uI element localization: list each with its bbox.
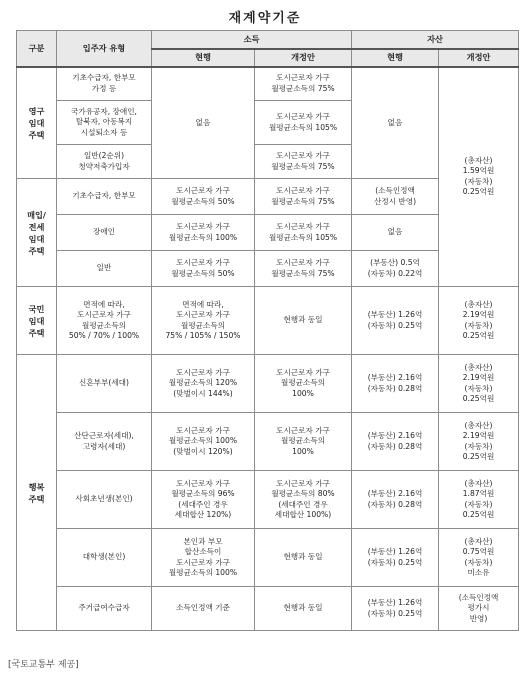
category-yeonggu: 영구 임대 주택 bbox=[17, 67, 57, 179]
type-cell: 신혼부부(세대) bbox=[57, 355, 152, 413]
assets-current-cell: (부동산) 1.26억 (자동차) 0.25억 bbox=[352, 529, 439, 587]
income-revised-cell: 도시근로자 가구 월평균소득의 100% bbox=[255, 355, 352, 413]
assets-current-cell: (부동산) 2.16억 (자동차) 0.28억 bbox=[352, 355, 439, 413]
income-revised-cell: 현행과 동일 bbox=[255, 587, 352, 631]
assets-current-cell: (부동산) 2.16억 (자동차) 0.28억 bbox=[352, 413, 439, 471]
income-current-cell: 소득인정액 기준 bbox=[152, 587, 255, 631]
income-current-cell: 도시근로자 가구 월평균소득의 50% bbox=[152, 251, 255, 287]
income-revised-cell: 현행과 동일 bbox=[255, 287, 352, 355]
assets-revised-cell: (소득인정액 평가시 반영) bbox=[439, 587, 519, 631]
type-cell: 기초수급자, 한부모 bbox=[57, 179, 152, 215]
income-current-cell: 없음 bbox=[152, 67, 255, 179]
type-cell: 사회초년생(본인) bbox=[57, 471, 152, 529]
type-cell: 장애인 bbox=[57, 215, 152, 251]
income-revised-cell: 도시근로자 가구 월평균소득의 105% bbox=[255, 101, 352, 145]
assets-current-cell: (부동산) 1.26억 (자동차) 0.25억 bbox=[352, 287, 439, 355]
renewal-criteria-table bbox=[16, 30, 519, 631]
assets-revised-cell: (총자산) 1.87억원 (자동차) 0.25억원 bbox=[439, 471, 519, 529]
assets-current-cell: 없음 bbox=[352, 215, 439, 251]
income-current-cell: 도시근로자 가구 월평균소득의 120% (맞벌이시 144%) bbox=[152, 355, 255, 413]
assets-revised-cell: (총자산) 2.19억원 (자동차) 0.25억원 bbox=[439, 355, 519, 413]
type-cell: 국가유공자, 장애인, 탈북자, 아동복지 시설퇴소자 등 bbox=[57, 101, 152, 145]
income-revised-cell: 도시근로자 가구 월평균소득의 75% bbox=[255, 251, 352, 287]
assets-revised-cell: (총자산) 0.75억원 (자동차) 미소유 bbox=[439, 529, 519, 587]
assets-revised-cell: (총자산) 2.19억원 (자동차) 0.25억원 bbox=[439, 413, 519, 471]
income-current-cell: 도시근로자 가구 월평균소득의 50% bbox=[152, 179, 255, 215]
header-category: 구분 bbox=[17, 31, 57, 67]
category-haengbok: 행복 주택 bbox=[17, 355, 57, 631]
type-cell: 주거급여수급자 bbox=[57, 587, 152, 631]
income-revised-cell: 도시근로자 가구 월평균소득의 75% bbox=[255, 179, 352, 215]
type-cell: 면적에 따라, 도시근로자 가구 월평균소득의 50% / 70% / 100% bbox=[57, 287, 152, 355]
assets-current-cell: (부동산) 2.16억 (자동차) 0.28억 bbox=[352, 471, 439, 529]
header-assets-revised: 개정안 bbox=[439, 49, 519, 67]
assets-current-cell: (부동산) 0.5억 (자동차) 0.22억 bbox=[352, 251, 439, 287]
header-income-current: 현행 bbox=[152, 49, 255, 67]
income-revised-cell: 도시근로자 가구 월평균소득의 75% bbox=[255, 145, 352, 179]
income-current-cell: 도시근로자 가구 월평균소득의 96% (세대주인 경우 세대합산 120%) bbox=[152, 471, 255, 529]
income-revised-cell: 현행과 동일 bbox=[255, 529, 352, 587]
assets-current-cell: (부동산) 1.26억 (자동차) 0.25억 bbox=[352, 587, 439, 631]
type-cell: 일반(2순위) 청약저축가입자 bbox=[57, 145, 152, 179]
income-current-cell: 본인과 부모 합산소득이 도시근로자 가구 월평균소득의 100% bbox=[152, 529, 255, 587]
income-current-cell: 도시근로자 가구 월평균소득의 100% bbox=[152, 215, 255, 251]
assets-revised-cell: (총자산) 1.59억원 (자동차) 0.25억원 bbox=[439, 67, 519, 287]
income-current-cell: 면적에 따라, 도시근로자 가구 월평균소득의 75% / 105% / 150% bbox=[152, 287, 255, 355]
header-income: 소득 bbox=[152, 31, 352, 49]
category-kukmin: 국민 임대 주택 bbox=[17, 287, 57, 355]
income-revised-cell: 도시근로자 가구 월평균소득의 105% bbox=[255, 215, 352, 251]
income-revised-cell: 도시근로자 가구 월평균소득의 80% (세대주인 경우 세대합산 100%) bbox=[255, 471, 352, 529]
source-caption: [국토교통부 제공] bbox=[8, 660, 79, 670]
income-current-cell: 도시근로자 가구 월평균소득의 100% (맞벌이시 120%) bbox=[152, 413, 255, 471]
header-income-revised: 개정안 bbox=[255, 49, 352, 67]
type-cell: 기초수급자, 한부모 가정 등 bbox=[57, 67, 152, 101]
assets-current-cell: (소득인정액 산정시 반영) bbox=[352, 179, 439, 215]
header-assets-current: 현행 bbox=[352, 49, 439, 67]
page-title: 재계약기준 bbox=[228, 11, 302, 26]
assets-current-cell: 없음 bbox=[352, 67, 439, 179]
assets-revised-cell: (총자산) 2.19억원 (자동차) 0.25억원 bbox=[439, 287, 519, 355]
type-cell: 산단근로자(세대), 고령자(세대) bbox=[57, 413, 152, 471]
header-resident-type: 입주자 유형 bbox=[57, 31, 152, 67]
income-revised-cell: 도시근로자 가구 월평균소득의 75% bbox=[255, 67, 352, 101]
category-maeip: 매입/ 전세 임대 주택 bbox=[17, 179, 57, 287]
header-assets: 자산 bbox=[352, 31, 519, 49]
type-cell: 일반 bbox=[57, 251, 152, 287]
income-revised-cell: 도시근로자 가구 월평균소득의 100% bbox=[255, 413, 352, 471]
type-cell: 대학생(본인) bbox=[57, 529, 152, 587]
